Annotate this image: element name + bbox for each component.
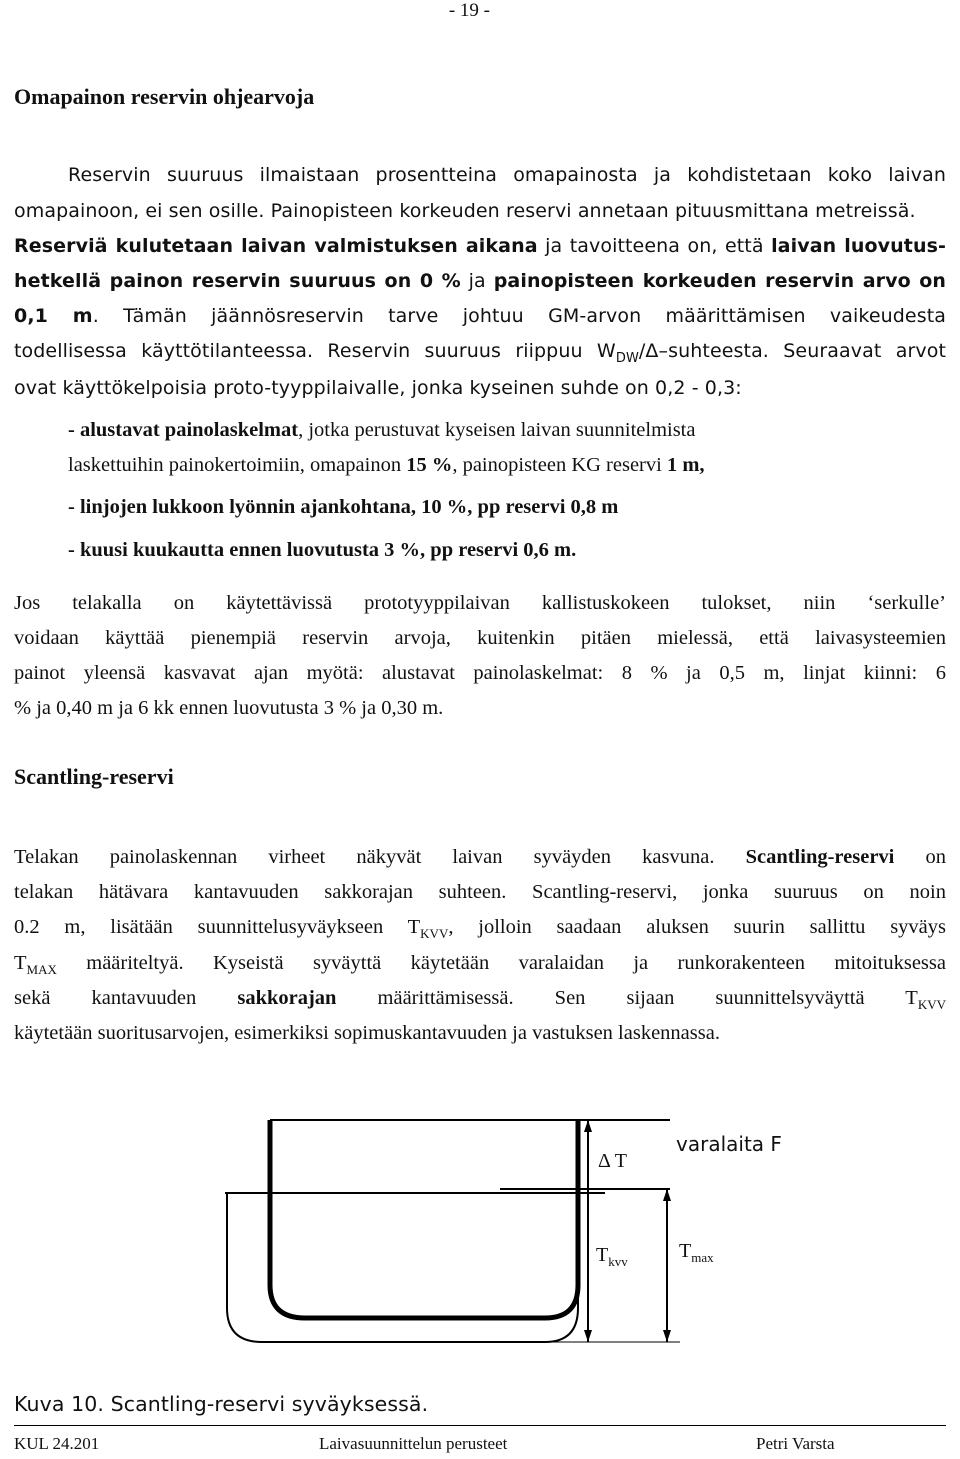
para4-sub-kvv2: KVV: [917, 997, 946, 1012]
para3-line4: % ja 0,40 m ja 6 kk ennen luovutusta 3 % ja 0,30 m.: [14, 697, 444, 719]
bullet1-bold2: 15 %: [406, 454, 453, 476]
para2-text5: /Δ–suhteesta. Seuraavat arvot: [638, 340, 946, 362]
para2-text1: ja tavoitteena on, että: [537, 235, 772, 257]
bullet1-line2a: laskettuihin painokertoimiin, omapainon: [68, 454, 407, 476]
para4-line1: [14, 840, 946, 875]
para2-line4: [14, 334, 946, 369]
footer-right: Petri Varsta: [756, 1434, 835, 1453]
footer-center: Laivasuunnittelun perusteet: [319, 1434, 508, 1453]
section-title-scantling: Scantling-reservi: [14, 764, 174, 789]
t-max-main: T: [679, 1240, 692, 1262]
para2-bold4: painopisteen korkeuden reservin arvo on: [493, 270, 946, 292]
t-kvv-main: T: [596, 1244, 609, 1266]
t-kvv-sub: kvv: [608, 1254, 628, 1269]
hull-section-figure: [200, 1080, 820, 1380]
para4-line2: telakan hätävara kantavuuden sakkorajan suhteen. Scantling-reservi, jonka suuruus on noin: [14, 881, 946, 903]
footer-rule: [14, 1425, 946, 1426]
para4-l4b: määriteltyä. Kyseistä syväyttä käytetään varalaidan ja runkorakenteen mitoituksessa: [56, 952, 946, 974]
tkvv-arrow-bottom: [584, 1330, 592, 1342]
para2-line2: [14, 264, 946, 299]
bullet1-bold3: 1 m,: [666, 454, 705, 476]
para1-line2: omapainoon, ei sen osille. Painopisteen korkeuden reservi annetaan pituusmittana metreissä.: [14, 200, 916, 222]
figure-caption: Kuva 10. Scantling-reservi syväyksessä.: [14, 1392, 429, 1416]
t-kvv-label: [596, 1244, 628, 1267]
bullet1-line1: [68, 413, 695, 448]
para4-l1c: on: [894, 846, 946, 868]
bullet1-line2: [68, 448, 705, 483]
para2-text2: ja: [460, 270, 494, 292]
para4-l5a: sekä kantavuuden: [14, 987, 238, 1009]
para2-line1: [14, 229, 946, 264]
delta-t-label: Δ T: [598, 1150, 627, 1172]
para1-line1: Reservin suuruus ilmaistaan prosentteina omapainosta ja kohdistetaan koko laivan: [68, 164, 946, 186]
t-max-label: [679, 1240, 714, 1263]
para4-l4a: T: [14, 952, 27, 974]
para4-l3a: 0.2 m, lisätään suunnittelusyväykseen T: [14, 916, 421, 938]
para4-sub-max: MAX: [26, 962, 57, 977]
para2-line5: ovat käyttökelpoisia proto-tyyppilaivalle, jonka kyseinen suhde on 0,2 - 0,3:: [14, 377, 742, 399]
section-title-omapaino: Omapainon reservin ohjearvoja: [14, 84, 315, 109]
tmax-arrow-top: [663, 1189, 671, 1201]
para2-bold2: laivan luovutus-: [771, 235, 946, 257]
para4-l3b: , jolloin saadaan aluksen suurin sallittu syväys: [448, 916, 946, 938]
para4-line3: [14, 910, 946, 945]
bullet1-line2b: , painopisteen KG reservi: [452, 454, 667, 476]
para4-line6: käytetään suoritusarvojen, esimerkiksi sopimuskantavuuden ja vastuksen laskennassa.: [14, 1022, 720, 1044]
bullet2: - linjojen lukkoon lyönnin ajankohtana, 10 %, pp reservi 0,8 m: [68, 496, 619, 518]
bullet1-bold: - alustavat painolaskelmat: [68, 419, 299, 441]
para4-l1a: Telakan painolaskennan virheet näkyvät laivan syväyden kasvuna.: [14, 846, 746, 868]
para2-bold1: Reserviä kulutetaan laivan valmistuksen aikana: [14, 235, 538, 257]
tmax-arrow-bottom: [663, 1330, 671, 1342]
para2-bold5: 0,1 m: [14, 305, 93, 327]
hull-outline: [270, 1120, 578, 1318]
page-number: - 19 -: [448, 0, 490, 21]
para2-line3: [14, 299, 946, 334]
para2-text4: todellisessa käyttötilanteessa. Reservin suuruus riippuu W: [14, 340, 616, 362]
para4-line5: [14, 981, 946, 1016]
footer-left: KUL 24.201: [14, 1434, 100, 1453]
para4-sub-kvv: KVV: [420, 926, 449, 941]
para4-line4: [14, 946, 946, 981]
para3-line2: voidaan käyttää pienempiä reservin arvoja, kuitenkin pitäen mielessä, että laivasysteemien: [14, 627, 946, 649]
tkvv-arrow-top: [584, 1120, 592, 1132]
para2-sub-dw: DW: [615, 351, 639, 366]
para2-text3: . Tämän jäännösreservin tarve johtuu GM-arvon määrittämisen vaikeudesta: [92, 305, 947, 327]
t-max-sub: max: [691, 1250, 714, 1265]
bullet3: - kuusi kuukautta ennen luovutusta 3 %, pp reservi 0,6 m.: [68, 539, 577, 561]
bullet1-text: , jotka perustuvat kyseisen laivan suunnitelmista: [298, 419, 696, 441]
para4-l5b: sakkorajan: [237, 987, 337, 1009]
para4-l5c: määrittämisessä. Sen sijaan suunnittelsyväyttä T: [336, 987, 918, 1009]
para3-line1: Jos telakalla on käytettävissä prototyyppilaivan kallistuskokeen tulokset, niin ‘serkulle’: [14, 592, 946, 614]
freeboard-label: varalaita F: [676, 1132, 782, 1156]
para4-l1b: Scantling-reservi: [745, 846, 895, 868]
para3-line3: painot yleensä kasvavat ajan myötä: alustavat painolaskelmat: 8 % ja 0,5 m, linjat kiinni: 6: [14, 662, 946, 684]
para2-bold3: hetkellä painon reservin suuruus on 0 %: [14, 270, 461, 292]
